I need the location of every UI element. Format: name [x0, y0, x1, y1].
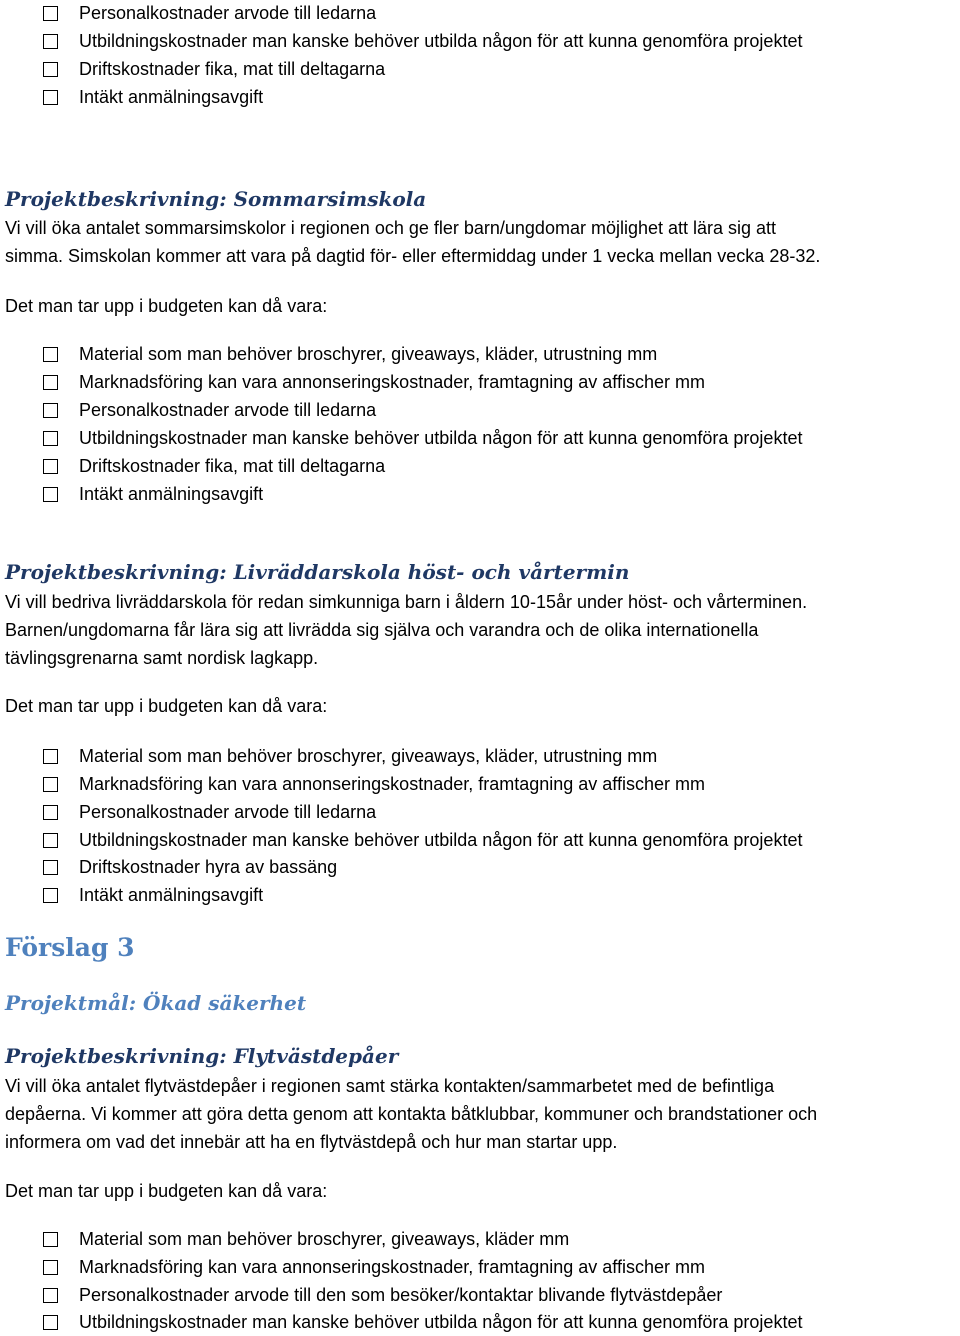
checkbox[interactable]: [43, 1232, 58, 1247]
checkbox[interactable]: [43, 375, 58, 390]
checklist-label: Driftskostnader fika, mat till deltagarna: [79, 456, 386, 476]
checkbox[interactable]: [43, 833, 58, 848]
checklist-item: [43, 798, 376, 826]
checklist-label: Personalkostnader arvode till den som besöker/kontaktar blivande flytvästdepåer: [79, 1285, 723, 1305]
checklist-item: [43, 1253, 705, 1281]
checkbox[interactable]: [43, 777, 58, 792]
checklist-label: Utbildningskostnader man kanske behöver utbilda någon för att kunna genomföra projektet: [79, 1312, 803, 1332]
heading-prefix: Projektbeskrivning:: [5, 560, 227, 584]
checkbox[interactable]: [43, 403, 58, 418]
checklist-item: [43, 770, 705, 798]
paragraph-line: Vi vill öka antalet sommarsimskolor i regionen och ge fler barn/ungdomar möjlighet att lära sig att: [5, 218, 777, 238]
checklist-item: [43, 881, 263, 909]
checklist-label: Material som man behöver broschyrer, giveaways, kläder mm: [79, 1229, 570, 1249]
heading-title: Flytvästdepåer: [233, 1044, 399, 1068]
checklist-label: Intäkt anmälningsavgift: [79, 484, 264, 504]
forslag-heading: Förslag 3: [5, 933, 135, 962]
section-heading-sommarsimskola: [5, 185, 426, 213]
checkbox[interactable]: [43, 1315, 58, 1330]
checkbox[interactable]: [43, 90, 58, 105]
checklist-label: Utbildningskostnader man kanske behöver utbilda någon för att kunna genomföra projektet: [79, 31, 803, 51]
checklist-label: Intäkt anmälningsavgift: [79, 87, 264, 107]
checklist-item: [43, 55, 385, 83]
checklist-label: Marknadsföring kan vara annonseringskostnader, framtagning av affischer mm: [79, 1257, 705, 1277]
checkbox[interactable]: [43, 459, 58, 474]
heading-title: Livräddarskola höst- och vårtermin: [233, 560, 630, 584]
paragraph-line: tävlingsgrenarna samt nordisk lagkapp.: [5, 648, 319, 668]
checkbox[interactable]: [43, 1288, 58, 1303]
checklist-label: Personalkostnader arvode till ledarna: [79, 802, 377, 822]
checklist-item: [43, 368, 705, 396]
checklist-label: Driftskostnader hyra av bassäng: [79, 857, 338, 877]
checklist-item: [43, 396, 376, 424]
checklist-item: [43, 742, 657, 770]
checkbox[interactable]: [43, 860, 58, 875]
projektmal-heading: Projektmål: Ökad säkerhet: [5, 991, 307, 1015]
checkbox[interactable]: [43, 431, 58, 446]
checklist-item: [43, 480, 263, 508]
paragraph-line: informera om vad det innebär att ha en flytvästdepå och hur man startar upp.: [5, 1132, 618, 1152]
checklist-item: [43, 424, 802, 452]
section-heading-flytvastdepaer: [5, 1042, 398, 1070]
paragraph-line: Barnen/ungdomarna får lära sig att livrädda sig själva och varandra och de olika internationella: [5, 620, 759, 640]
paragraph-line: Vi vill öka antalet flytvästdepåer i regionen samt stärka kontakten/sammarbetet med de befintliga: [5, 1076, 775, 1096]
checklist-label: Intäkt anmälningsavgift: [79, 885, 264, 905]
checklist-label: Driftskostnader fika, mat till deltagarna: [79, 59, 386, 79]
checklist-item: [43, 826, 802, 854]
checklist-item: [43, 1281, 722, 1309]
heading-prefix: Projektbeskrivning:: [5, 187, 227, 211]
paragraph-line: Vi vill bedriva livräddarskola för redan simkunniga barn i åldern 10-15år under höst- och vårterminen.: [5, 592, 808, 612]
checklist-label: Personalkostnader arvode till ledarna: [79, 400, 377, 420]
checklist-item: [43, 452, 385, 480]
checklist-item: [43, 27, 802, 55]
checkbox[interactable]: [43, 347, 58, 362]
checkbox[interactable]: [43, 749, 58, 764]
checkbox[interactable]: [43, 6, 58, 21]
checklist-label: Utbildningskostnader man kanske behöver utbilda någon för att kunna genomföra projektet: [79, 428, 803, 448]
budget-intro: Det man tar upp i budgeten kan då vara:: [5, 1181, 328, 1201]
checklist-label: Utbildningskostnader man kanske behöver utbilda någon för att kunna genomföra projektet: [79, 830, 803, 850]
checkbox[interactable]: [43, 888, 58, 903]
checklist-item: [43, 83, 263, 111]
section-heading-livraddarskola: [5, 558, 629, 586]
heading-prefix: Projektbeskrivning:: [5, 1044, 227, 1068]
checkbox[interactable]: [43, 34, 58, 49]
checklist-label: Marknadsföring kan vara annonseringskostnader, framtagning av affischer mm: [79, 774, 705, 794]
checklist-item: [43, 340, 657, 368]
paragraph-line: depåerna. Vi kommer att göra detta genom att kontakta båtklubbar, kommuner och brandstationer och: [5, 1104, 818, 1124]
checkbox[interactable]: [43, 805, 58, 820]
checklist-label: Personalkostnader arvode till ledarna: [79, 3, 377, 23]
heading-title: Sommarsimskola: [233, 187, 427, 211]
budget-intro: Det man tar upp i budgeten kan då vara:: [5, 696, 328, 716]
budget-intro: Det man tar upp i budgeten kan då vara:: [5, 296, 328, 316]
checklist-label: Material som man behöver broschyrer, giveaways, kläder, utrustning mm: [79, 344, 658, 364]
checklist-item: [43, 853, 337, 881]
checkbox[interactable]: [43, 62, 58, 77]
checklist-item: [43, 0, 376, 27]
checkbox[interactable]: [43, 1260, 58, 1275]
checklist-label: Marknadsföring kan vara annonseringskostnader, framtagning av affischer mm: [79, 372, 705, 392]
checklist-item: [43, 1225, 569, 1253]
checkbox[interactable]: [43, 487, 58, 502]
checklist-item: [43, 1308, 802, 1336]
paragraph-line: simma. Simskolan kommer att vara på dagtid för- eller eftermiddag under 1 vecka mellan vecka 28-32.: [5, 246, 821, 266]
checklist-label: Material som man behöver broschyrer, giveaways, kläder, utrustning mm: [79, 746, 658, 766]
